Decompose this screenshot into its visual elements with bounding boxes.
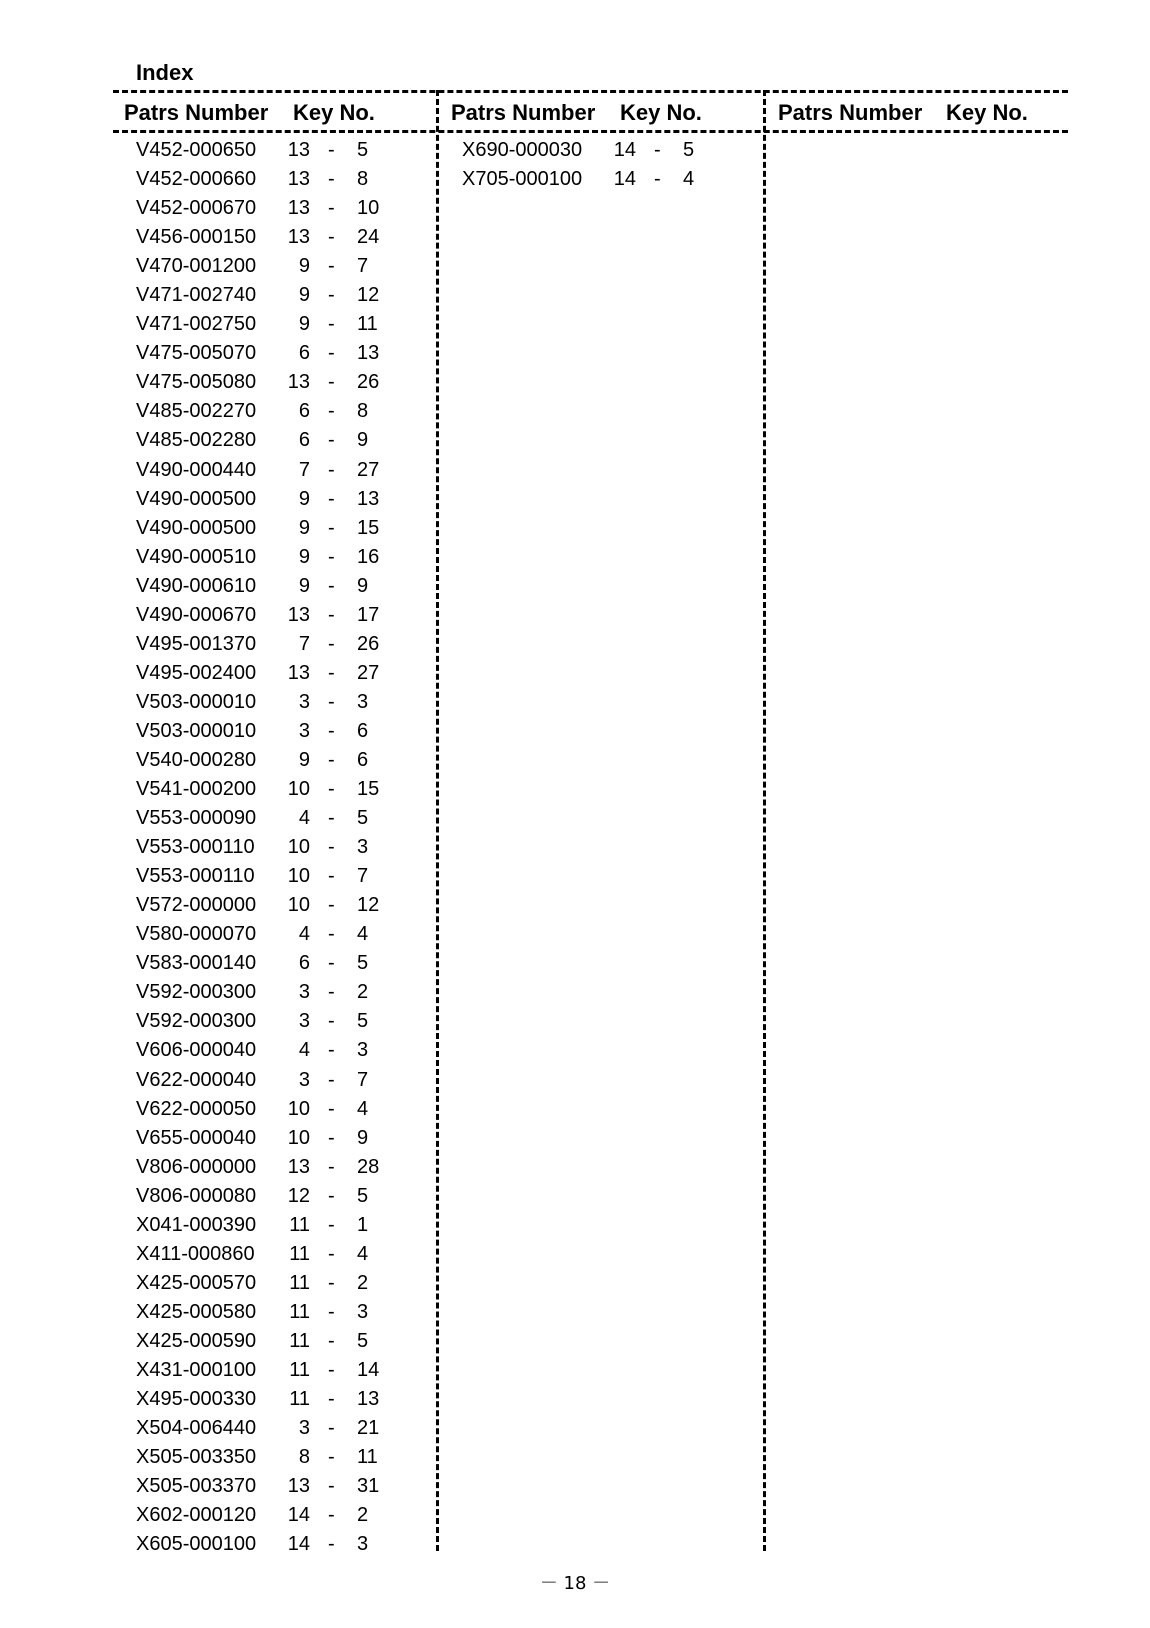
key-separator: -	[328, 865, 335, 888]
key-separator: -	[328, 284, 335, 307]
part-number: X041-000390	[136, 1213, 257, 1236]
part-number: V475-005070	[136, 342, 257, 365]
key-item: 5	[357, 807, 369, 830]
part-number: V490-000610	[136, 574, 257, 597]
key-separator: -	[328, 1446, 335, 1469]
key-page: 14	[613, 168, 636, 191]
key-item: 4	[357, 1242, 369, 1265]
key-separator: -	[328, 1475, 335, 1498]
part-number: V622-000050	[136, 1097, 257, 1120]
key-page: 4	[298, 923, 310, 946]
part-number: V490-000510	[136, 545, 257, 568]
key-page: 12	[287, 1184, 310, 1207]
key-item: 9	[357, 429, 369, 452]
key-separator: -	[328, 690, 335, 713]
key-item: 7	[357, 865, 369, 888]
part-number: V655-000040	[136, 1126, 257, 1149]
key-page: 6	[298, 952, 310, 975]
key-item: 5	[683, 139, 695, 161]
key-separator: -	[328, 952, 335, 975]
key-item: 21	[357, 1417, 380, 1440]
key-page: 8	[298, 1446, 310, 1469]
key-separator: -	[328, 1068, 335, 1091]
key-page: 9	[298, 255, 310, 278]
key-separator: -	[328, 661, 335, 684]
key-separator: -	[328, 1300, 335, 1323]
part-number: X425-000570	[136, 1271, 257, 1294]
part-number: X605-000100	[136, 1533, 257, 1556]
key-page: 9	[298, 313, 310, 336]
key-item: 7	[357, 1068, 369, 1091]
key-page: 3	[298, 719, 310, 742]
key-item: 7	[357, 255, 369, 278]
key-page: 9	[298, 748, 310, 771]
key-item: 3	[357, 836, 369, 859]
part-number: V495-001370	[136, 632, 257, 655]
key-item: 1	[357, 1213, 369, 1236]
key-separator: -	[328, 1533, 335, 1556]
key-page: 3	[298, 690, 310, 713]
key-page: 11	[289, 1242, 310, 1265]
key-page: 10	[287, 865, 310, 888]
key-page: 11	[289, 1300, 310, 1323]
key-separator: -	[328, 1388, 335, 1411]
part-number: V503-000010	[136, 690, 257, 713]
part-number: V572-000000	[136, 894, 257, 917]
key-page: 11	[289, 1388, 310, 1411]
part-number: V622-000040	[136, 1068, 257, 1091]
key-page: 3	[298, 1010, 310, 1033]
key-item: 8	[357, 168, 369, 191]
part-number: V553-000110	[136, 865, 255, 888]
key-separator: -	[328, 748, 335, 771]
key-separator: -	[328, 778, 335, 801]
key-item: 2	[357, 1271, 369, 1294]
part-number: V806-000000	[136, 1155, 257, 1178]
key-item: 11	[357, 313, 378, 336]
key-separator: -	[328, 516, 335, 539]
col1-key-header: Key No.	[293, 100, 375, 125]
key-page: 11	[289, 1358, 310, 1381]
key-page: 13	[287, 1475, 310, 1498]
key-separator: -	[328, 1155, 335, 1178]
key-separator: -	[328, 807, 335, 830]
key-separator: -	[328, 1329, 335, 1352]
key-separator: -	[328, 923, 335, 946]
key-page: 9	[298, 516, 310, 539]
part-number: V456-000150	[136, 226, 257, 249]
key-separator: -	[328, 1242, 335, 1265]
part-number: V540-000280	[136, 748, 257, 771]
key-item: 3	[357, 690, 369, 713]
part-number: V541-000200	[136, 778, 257, 801]
key-separator: -	[328, 139, 335, 161]
key-page: 13	[287, 1155, 310, 1178]
key-separator: -	[328, 574, 335, 597]
part-number: X602-000120	[136, 1504, 257, 1527]
key-page: 10	[287, 1126, 310, 1149]
key-page: 10	[287, 894, 310, 917]
key-item: 4	[357, 923, 369, 946]
key-item: 16	[357, 545, 380, 568]
key-page: 13	[287, 603, 310, 626]
column-divider-1	[436, 90, 439, 1551]
key-page: 11	[289, 1329, 310, 1352]
col1-part-header: Patrs Number	[124, 100, 269, 125]
part-number: X690-000030	[462, 139, 583, 161]
key-page: 14	[613, 139, 636, 161]
part-number: V606-000040	[136, 1039, 257, 1062]
key-page: 7	[298, 458, 310, 481]
key-item: 6	[357, 719, 369, 742]
key-page: 11	[289, 1213, 310, 1236]
key-page: 6	[298, 342, 310, 365]
key-item: 9	[357, 1126, 369, 1149]
key-page: 9	[298, 487, 310, 510]
part-number: X411-000860	[136, 1242, 255, 1265]
part-number: V495-002400	[136, 661, 257, 684]
key-page: 13	[287, 139, 310, 161]
key-item: 6	[357, 748, 369, 771]
key-separator: -	[328, 458, 335, 481]
part-number: V471-002750	[136, 313, 257, 336]
key-separator: -	[328, 894, 335, 917]
part-number: V490-000440	[136, 458, 257, 481]
key-separator: -	[328, 197, 335, 220]
key-page: 10	[287, 778, 310, 801]
key-separator: -	[328, 1417, 335, 1440]
col3-part-header: Patrs Number	[778, 100, 923, 125]
part-number: V452-000650	[136, 139, 257, 161]
key-separator: -	[328, 981, 335, 1004]
key-page: 13	[287, 197, 310, 220]
key-page: 9	[298, 545, 310, 568]
part-number: X425-000580	[136, 1300, 257, 1323]
part-number: V553-000090	[136, 807, 257, 830]
part-number: V592-000300	[136, 1010, 257, 1033]
part-number: V490-000500	[136, 516, 257, 539]
key-separator: -	[328, 1358, 335, 1381]
key-separator: -	[328, 313, 335, 336]
key-page: 13	[287, 226, 310, 249]
part-number: V485-002270	[136, 400, 257, 423]
key-item: 13	[357, 342, 380, 365]
part-number: V452-000670	[136, 197, 257, 220]
part-number: V553-000110	[136, 836, 255, 859]
part-number: X505-003350	[136, 1446, 257, 1469]
part-number: V471-002740	[136, 284, 257, 307]
key-separator: -	[328, 836, 335, 859]
key-page: 14	[287, 1533, 310, 1556]
part-number: X505-003370	[136, 1475, 257, 1498]
header-bottom-rule	[113, 130, 1068, 133]
part-number: V475-005080	[136, 371, 257, 394]
key-item: 15	[357, 778, 380, 801]
key-item: 11	[357, 1446, 378, 1469]
key-item: 26	[357, 371, 380, 394]
key-item: 27	[357, 458, 380, 481]
part-number: X495-000330	[136, 1388, 257, 1411]
part-number: X504-006440	[136, 1417, 257, 1440]
key-item: 31	[357, 1475, 380, 1498]
key-item: 10	[357, 197, 380, 220]
part-number: V452-000660	[136, 168, 257, 191]
key-separator: -	[328, 342, 335, 365]
key-page: 10	[287, 836, 310, 859]
part-number: V470-001200	[136, 255, 257, 278]
key-item: 9	[357, 574, 369, 597]
key-item: 3	[357, 1533, 369, 1556]
key-page: 4	[298, 807, 310, 830]
key-separator: -	[328, 719, 335, 742]
key-page: 13	[287, 371, 310, 394]
key-page: 13	[287, 661, 310, 684]
part-number: V490-000500	[136, 487, 257, 510]
key-separator: -	[328, 1504, 335, 1527]
key-item: 27	[357, 661, 380, 684]
key-item: 5	[357, 139, 369, 161]
key-item: 2	[357, 1504, 369, 1527]
key-page: 3	[298, 981, 310, 1004]
key-item: 12	[357, 284, 380, 307]
key-separator: -	[328, 1097, 335, 1120]
header-top-rule	[113, 90, 1068, 93]
key-item: 3	[357, 1039, 369, 1062]
key-item: 5	[357, 1010, 369, 1033]
key-page: 11	[289, 1271, 310, 1294]
key-page: 3	[298, 1068, 310, 1091]
key-page: 3	[298, 1417, 310, 1440]
key-separator: -	[654, 168, 661, 191]
key-separator: -	[328, 429, 335, 452]
part-number: V806-000080	[136, 1184, 257, 1207]
key-item: 24	[357, 226, 380, 249]
key-separator: -	[328, 1213, 335, 1236]
key-item: 17	[357, 603, 380, 626]
key-item: 4	[683, 168, 695, 191]
key-item: 14	[357, 1358, 380, 1381]
key-page: 13	[287, 168, 310, 191]
key-item: 5	[357, 952, 369, 975]
key-separator: -	[328, 1184, 335, 1207]
col2-key-header: Key No.	[620, 100, 702, 125]
key-page: 9	[298, 574, 310, 597]
key-item: 4	[357, 1097, 369, 1120]
column-divider-2	[763, 90, 766, 1551]
key-item: 12	[357, 894, 380, 917]
key-page: 7	[298, 632, 310, 655]
key-page: 6	[298, 400, 310, 423]
part-number: X425-000590	[136, 1329, 257, 1352]
part-number: V592-000300	[136, 981, 257, 1004]
part-number: V583-000140	[136, 952, 257, 975]
index-title: Index	[136, 60, 194, 85]
part-number: V490-000670	[136, 603, 257, 626]
part-number: V485-002280	[136, 429, 257, 452]
key-item: 13	[357, 487, 380, 510]
col2-part-header: Patrs Number	[451, 100, 596, 125]
key-item: 15	[357, 516, 380, 539]
key-item: 26	[357, 632, 380, 655]
key-item: 13	[357, 1388, 380, 1411]
key-separator: -	[328, 400, 335, 423]
key-item: 5	[357, 1184, 369, 1207]
key-separator: -	[328, 545, 335, 568]
key-separator: -	[328, 226, 335, 249]
key-item: 8	[357, 400, 369, 423]
key-separator: -	[654, 139, 661, 161]
key-separator: -	[328, 1126, 335, 1149]
page-number: － 18 －	[539, 1573, 611, 1594]
part-number: X705-000100	[462, 168, 583, 191]
key-separator: -	[328, 1010, 335, 1033]
key-item: 2	[357, 981, 369, 1004]
key-separator: -	[328, 1271, 335, 1294]
key-item: 3	[357, 1300, 369, 1323]
key-page: 6	[298, 429, 310, 452]
key-separator: -	[328, 168, 335, 191]
key-separator: -	[328, 632, 335, 655]
key-separator: -	[328, 487, 335, 510]
part-number: V580-000070	[136, 923, 257, 946]
key-separator: -	[328, 603, 335, 626]
key-page: 10	[287, 1097, 310, 1120]
key-page: 9	[298, 284, 310, 307]
key-separator: -	[328, 371, 335, 394]
key-separator: -	[328, 255, 335, 278]
part-number: X431-000100	[136, 1358, 257, 1381]
key-item: 28	[357, 1155, 380, 1178]
key-item: 5	[357, 1329, 369, 1352]
part-number: V503-000010	[136, 719, 257, 742]
key-separator: -	[328, 1039, 335, 1062]
key-page: 14	[287, 1504, 310, 1527]
col3-key-header: Key No.	[946, 100, 1028, 125]
key-page: 4	[298, 1039, 310, 1062]
